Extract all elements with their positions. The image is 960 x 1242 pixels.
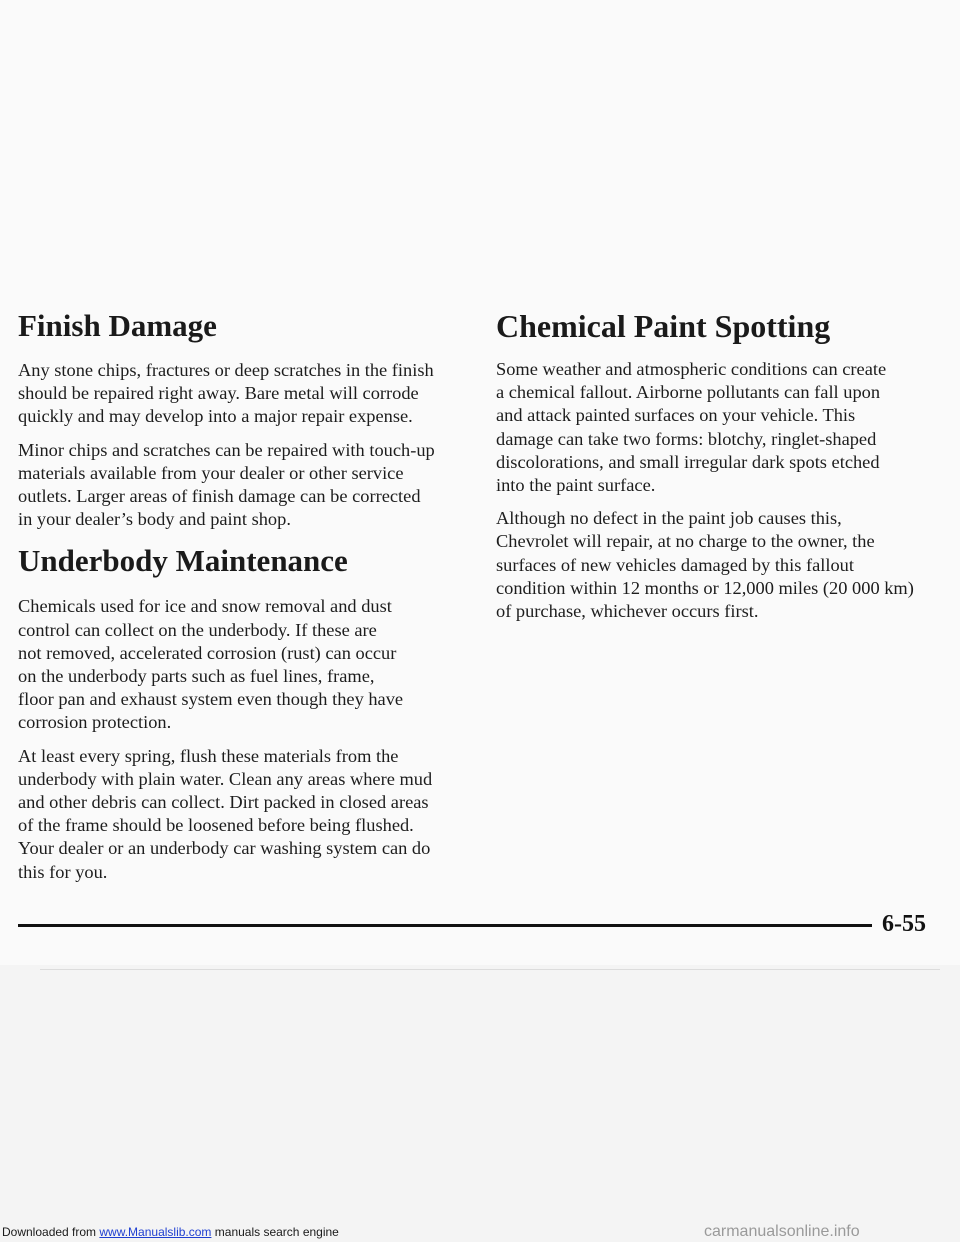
finish-damage-heading: Finish Damage [18,308,217,343]
page-bottom-shade [0,965,960,1242]
footer-rule [18,924,872,927]
footer-suffix: manuals search engine [211,1225,339,1239]
left-column [18,306,468,894]
scan-divider [40,969,940,970]
finish-damage-paragraph-2: Minor chips and scratches can be repaired with touch-up materials available from your dealer or other service outlets. Larger areas of finish damage can be corrected in your dealer’s body and paint shop. [18,439,435,530]
manualslib-link[interactable]: www.Manualslib.com [99,1225,212,1239]
chemical-paint-spotting-heading: Chemical Paint Spotting [496,308,831,344]
right-column [496,306,948,633]
footer-prefix: Downloaded from [2,1225,100,1239]
page-number: 6-55 [882,911,926,937]
download-footer [2,1224,339,1240]
finish-damage-paragraph-1: Any stone chips, fractures or deep scratches in the finish should be repaired right away. Bare metal will corrode quickly and may develop into a major repair expense. [18,360,434,427]
chemical-paragraph-1: Some weather and atmospheric conditions can create a chemical fallout. Airborne pollutants can fall upon and attack painted surfaces on your vehicle. This damage can take two forms: blotchy, ringlet-shaped discolorations, and small irregular dark spots etched into the paint surface. [496,359,887,496]
underbody-maintenance-heading: Underbody Maintenance [18,543,348,579]
watermark-text: carmanualsonline.info [704,1223,860,1240]
underbody-paragraph-1: Chemicals used for ice and snow removal and dust control can collect on the underbody. If these are not removed, accelerated corrosion (rust) can occur on the underbody parts such as fuel lines, frame, floor pan and exhaust system even though they have corrosion protection. [18,596,404,733]
underbody-paragraph-2: At least every spring, flush these materials from the underbody with plain water. Clean any areas where mud and other debris can collect. Dirt packed in closed areas of the frame should be loosened before being flushed. Your dealer or an underbody car washing system can do this for you. [18,745,433,882]
chemical-paragraph-2: Although no defect in the paint job causes this, Chevrolet will repair, at no charge to the owner, the surfaces of new vehicles damaged by this fallout condition within 12 months or 12,000 miles (20 000 km) of purchase, whichever occurs first. [496,508,914,622]
